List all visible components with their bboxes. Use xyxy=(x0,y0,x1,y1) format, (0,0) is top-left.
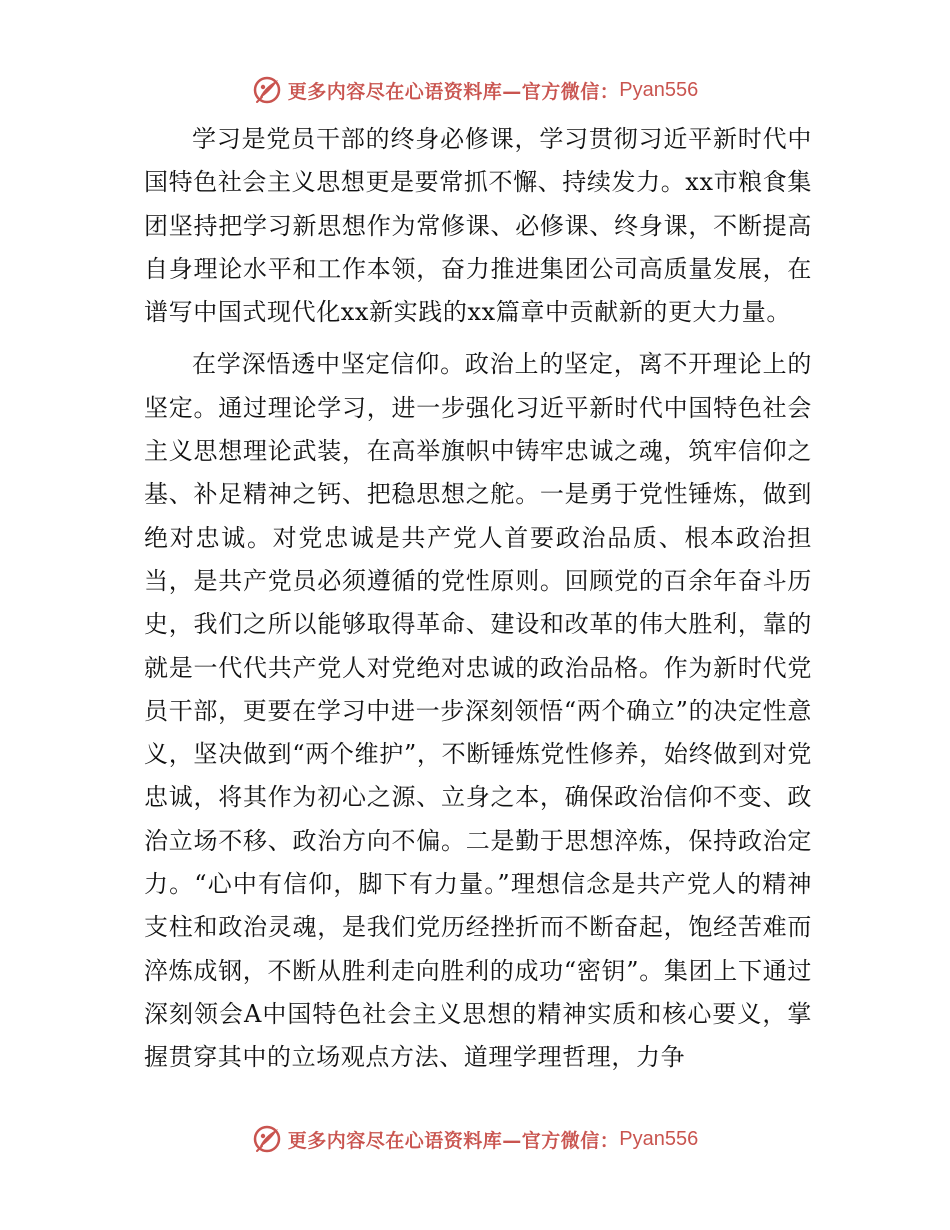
header-watermark xyxy=(0,72,950,108)
watermark-wechat-id: Pyan556 xyxy=(619,78,699,101)
footer-watermark xyxy=(0,1121,950,1157)
document-body xyxy=(144,118,812,1080)
red-feather-seal-icon xyxy=(252,1124,282,1154)
watermark-text: 更多内容尽在心语资料库—官方微信： xyxy=(287,1129,620,1152)
paragraph-1: 学习是党员干部的终身必修课，学习贯彻习近平新时代中国特色社会主义思想更是要常抓不懈、持续发力。xx市粮食集团坚持把学习新思想作为常修课、必修课、终身课，不断提高自身理论水平和工作本领，奋力推进集团公司高质量发展，在谱写中国式现代化xx新实践的xx篇章中贡献新的更大力量。 xyxy=(144,125,812,327)
watermark-wechat-id: Pyan556 xyxy=(619,1127,699,1150)
paragraph-2: 在学深悟透中坚定信仰。政治上的坚定，离不开理论上的坚定。通过理论学习，进一步强化习近平新时代中国特色社会主义思想理论武装，在高举旗帜中铸牢忠诚之魂，筑牢信仰之基、补足精神之钙、把稳思想之舵。一是勇于党性锤炼，做到绝对忠诚。对党忠诚是共产党人首要政治品质、根本政治担当，是共产党员必须遵循的党性原则。回顾党的百余年奋斗历史，我们之所以能够取得革命、建设和改革的伟大胜利，靠的就是一代代共产党人对党绝对忠诚的政治品格。作为新时代党员干部，更要在学习中进一步深刻领悟“两个确立”的决定性意义，坚决做到“两个维护”，不断锤炼党性修养，始终做到对党忠诚，将其作为初心之源、立身之本，确保政治信仰不变、政治立场不移、政治方向不偏。二是勤于思想淬炼，保持政治定力。“心中有信仰，脚下有力量。”理想信念是共产党人的精神支柱和政治灵魂，是我们党历经挫折而不断奋起，饱经苦难而淬炼成钢，不断从胜利走向胜利的成功“密钥”。集团上下通过深刻领会A中国特色社会主义思想的精神实质和核心要义，掌握贯穿其中的立场观点方法、道理学理哲理，力争 xyxy=(144,350,812,1072)
watermark-text: 更多内容尽在心语资料库—官方微信： xyxy=(287,80,620,103)
red-feather-seal-icon xyxy=(252,75,282,105)
